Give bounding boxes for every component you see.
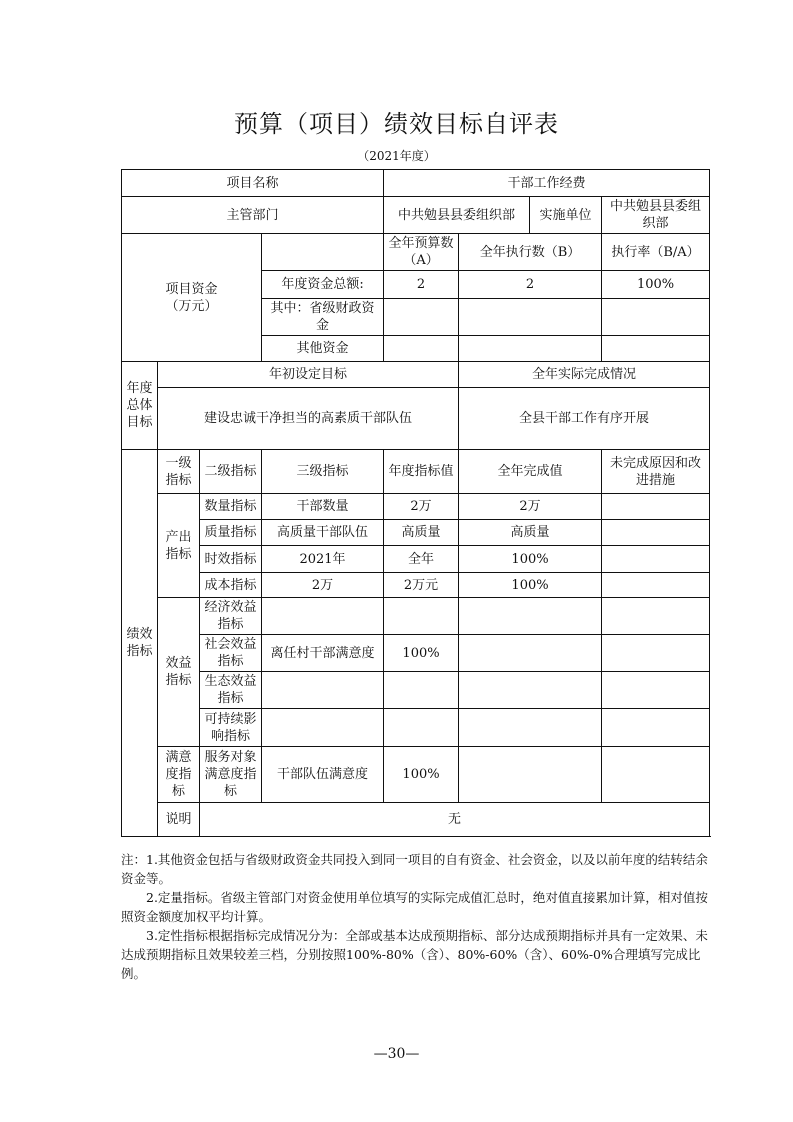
benefit-actual: [459, 709, 602, 747]
benefit-indicators-label: 效益指标: [158, 598, 200, 747]
year-label: （2021年度）: [357, 149, 436, 163]
indicators-label: 绩效指标: [122, 450, 158, 837]
output-actual: 100%: [459, 573, 602, 598]
goals-set-value: 建设忠诚干净担当的高素质干部队伍: [158, 388, 459, 450]
provincial-rate: [602, 299, 710, 336]
total-funds-label: 年度资金总额:: [262, 271, 384, 299]
benefit-l3: [262, 598, 384, 635]
col-budget-header: 全年预算数（A）: [384, 234, 459, 271]
page-number: —30—: [373, 1046, 420, 1062]
benefit-reason: [602, 672, 710, 709]
funds-unit: （万元）: [165, 298, 218, 314]
header-level2: 二级指标: [200, 450, 262, 494]
dept-value: 中共勉县县委组织部: [384, 197, 530, 234]
header-level1: 一级指标: [158, 450, 200, 494]
satisfaction-reason: [602, 747, 710, 803]
benefit-reason: [602, 635, 710, 672]
output-l3: 2021年: [262, 546, 384, 573]
note-3: 3.定性指标根据指标完成情况分为：全部或基本达成预期指标、部分达成预期指标并具有一定效果、未达成预期指标且效果较差三档，分别按照100%-80%（含）、80%-60%（含）、60%-0%合理填写完成比例。: [121, 928, 708, 981]
output-reason: [602, 494, 710, 520]
output-l2: 质量指标: [200, 520, 262, 546]
funds-header-blank: [262, 234, 384, 271]
benefit-l2: 可持续影响指标: [200, 709, 262, 747]
benefit-target: [384, 598, 459, 635]
benefit-l3: 离任村干部满意度: [262, 635, 384, 672]
provincial-funds-label: 其中：省级财政资金: [262, 299, 384, 336]
other-exec: [459, 336, 602, 362]
goals-set-header: 年初设定目标: [158, 362, 459, 388]
header-level3: 三级指标: [262, 450, 384, 494]
output-actual: 2万: [459, 494, 602, 520]
goals-actual-header: 全年实际完成情况: [459, 362, 710, 388]
col-exec-header: 全年执行数（B）: [459, 234, 602, 271]
satisfaction-actual: [459, 747, 602, 803]
output-l3: 2万: [262, 573, 384, 598]
satisfaction-l2: 服务对象满意度指标: [200, 747, 262, 803]
project-name-value: 干部工作经费: [384, 170, 710, 197]
output-l3: 干部数量: [262, 494, 384, 520]
provincial-exec: [459, 299, 602, 336]
total-rate-value: 100%: [602, 271, 710, 299]
benefit-l3: [262, 672, 384, 709]
output-reason: [602, 520, 710, 546]
other-rate: [602, 336, 710, 362]
col-rate-header: 执行率（B/A）: [602, 234, 710, 271]
benefit-target: [384, 672, 459, 709]
funds-label-cell: [122, 234, 262, 362]
page-title: 预算（项目）绩效目标自评表: [234, 110, 559, 138]
benefit-actual: [459, 672, 602, 709]
benefit-target: [384, 709, 459, 747]
funds-label: 项目资金: [165, 281, 218, 297]
output-target: 高质量: [384, 520, 459, 546]
benefit-l3: [262, 709, 384, 747]
output-actual: 100%: [459, 546, 602, 573]
impl-value: 中共勉县县委组织部: [602, 197, 710, 234]
satisfaction-indicators-label: 满意度指标: [158, 747, 200, 803]
benefit-l2: 社会效益指标: [200, 635, 262, 672]
header-reason: 未完成原因和改进措施: [602, 450, 710, 494]
benefit-actual: [459, 598, 602, 635]
benefit-reason: [602, 598, 710, 635]
dept-label: 主管部门: [122, 197, 384, 234]
other-budget: [384, 336, 459, 362]
output-indicators-label: 产出指标: [158, 494, 200, 598]
output-actual: 高质量: [459, 520, 602, 546]
output-l3: 高质量干部队伍: [262, 520, 384, 546]
output-target: 2万: [384, 494, 459, 520]
remark-label: 说明: [158, 803, 200, 837]
note-1: 注：1.其他资金包括与省级财政资金共同投入到同一项目的自有资金、社会资金，以及以前年度的结转结余资金等。: [121, 852, 708, 886]
other-funds-label: 其他资金: [262, 336, 384, 362]
goals-actual-value: 全县干部工作有序开展: [459, 388, 710, 450]
benefit-l2: 生态效益指标: [200, 672, 262, 709]
header-target: 年度指标值: [384, 450, 459, 494]
benefit-reason: [602, 709, 710, 747]
output-l2: 数量指标: [200, 494, 262, 520]
benefit-actual: [459, 635, 602, 672]
total-budget-value: 2: [384, 271, 459, 299]
output-reason: [602, 573, 710, 598]
output-reason: [602, 546, 710, 573]
total-exec-value: 2: [459, 271, 602, 299]
remark-value: 无: [200, 803, 710, 837]
satisfaction-l3: 干部队伍满意度: [262, 747, 384, 803]
benefit-l2: 经济效益指标: [200, 598, 262, 635]
header-actual: 全年完成值: [459, 450, 602, 494]
note-2: 2.定量指标。省级主管部门对资金使用单位填写的实际完成值汇总时，绝对值直接累加计算，相对值按照资金额度加权平均计算。: [121, 890, 708, 924]
output-target: 2万元: [384, 573, 459, 598]
satisfaction-target: 100%: [384, 747, 459, 803]
output-l2: 成本指标: [200, 573, 262, 598]
notes: [121, 850, 711, 983]
output-target: 全年: [384, 546, 459, 573]
benefit-target: 100%: [384, 635, 459, 672]
self-evaluation-table: [121, 169, 710, 837]
impl-label: 实施单位: [530, 197, 602, 234]
goals-label: 年度总体目标: [122, 362, 158, 450]
project-name-label: 项目名称: [122, 170, 384, 197]
provincial-budget: [384, 299, 459, 336]
output-l2: 时效指标: [200, 546, 262, 573]
